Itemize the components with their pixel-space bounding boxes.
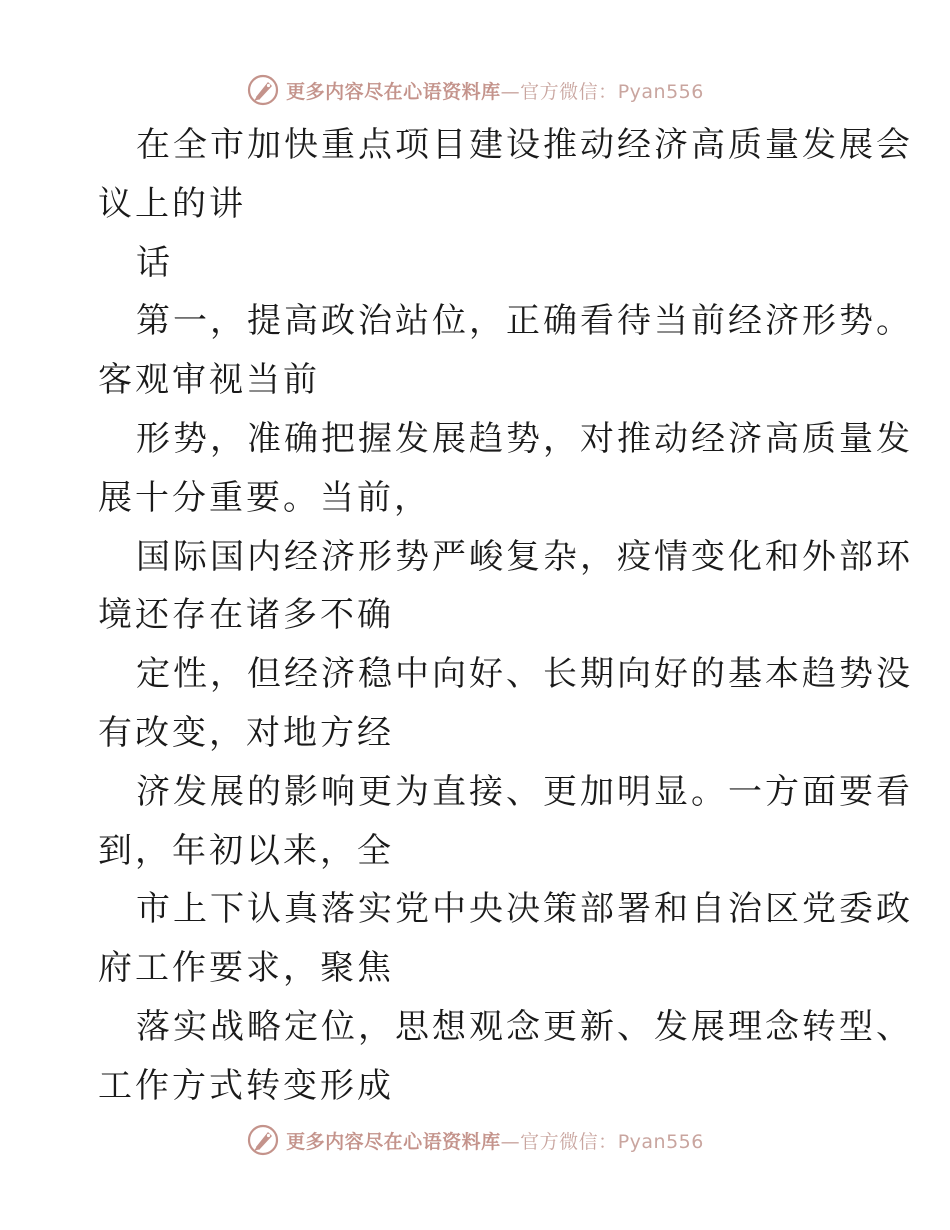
text-line: 境还存在诸多不确 xyxy=(98,595,394,636)
separator: — xyxy=(500,1130,521,1153)
footer-banner-content xyxy=(246,1123,704,1157)
text-line: 话 xyxy=(136,242,173,283)
contact-id: Pyan556 xyxy=(617,1130,704,1153)
text-line: 到，年初以来，全 xyxy=(98,830,394,871)
text-line: 在全市加快重点项目建设推动经济高质量发展会 xyxy=(136,125,913,165)
pen-nib-logo-icon xyxy=(246,1123,280,1157)
text-line: 展十分重要。当前， xyxy=(98,477,431,518)
text-line: 工作方式转变形成 xyxy=(98,1065,394,1106)
site-name: 更多内容尽在心语资料库 xyxy=(286,80,501,103)
site-name: 更多内容尽在心语资料库 xyxy=(286,1130,501,1153)
text-line: 市上下认真落实党中央决策部署和自治区党委政 xyxy=(136,889,913,930)
header-banner xyxy=(0,70,950,110)
text-line: 第一，提高政治站位，正确看待当前经济形势。 xyxy=(136,301,913,342)
pen-nib-logo-icon xyxy=(246,73,280,107)
contact-label: 官方微信： xyxy=(520,80,618,103)
text-line: 客观审视当前 xyxy=(98,360,320,401)
header-banner-content xyxy=(246,73,704,107)
footer-banner xyxy=(0,1120,950,1160)
text-line: 国际国内经济形势严峻复杂，疫情变化和外部环 xyxy=(136,536,913,577)
header-banner-text xyxy=(286,77,704,104)
document-body xyxy=(98,116,913,1116)
contact-label: 官方微信： xyxy=(520,1130,618,1153)
separator: — xyxy=(500,80,521,103)
text-line: 形势，准确把握发展趋势，对推动经济高质量发 xyxy=(136,418,913,459)
text-line: 落实战略定位，思想观念更新、发展理念转型、 xyxy=(136,1006,913,1047)
contact-id: Pyan556 xyxy=(617,80,704,103)
text-line: 府工作要求，聚焦 xyxy=(98,948,394,989)
text-line: 济发展的影响更为直接、更加明显。一方面要看 xyxy=(136,771,913,812)
footer-banner-text xyxy=(286,1127,704,1154)
text-line: 议上的讲 xyxy=(98,183,246,224)
text-line: 定性，但经济稳中向好、长期向好的基本趋势没 xyxy=(136,654,913,695)
text-line: 有改变，对地方经 xyxy=(98,712,394,753)
